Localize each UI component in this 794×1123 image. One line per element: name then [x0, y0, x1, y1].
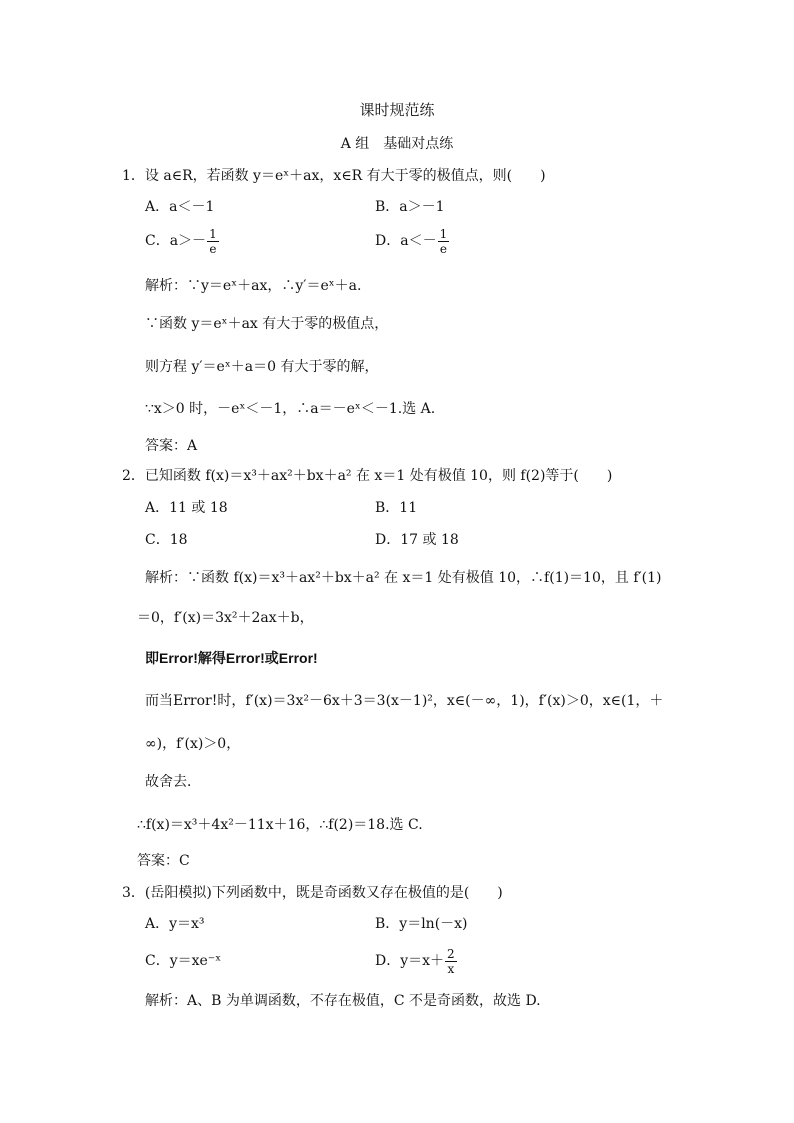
section-subtitle: A 组 基础对点练	[340, 136, 454, 152]
fraction-numerator: 2	[447, 946, 455, 961]
question-3-solution-line-1: 解析：A、B 为单调函数，不存在极值，C 不是奇函数，故选 D.	[145, 993, 541, 1009]
question-1-solution-line-2: ∵函数 y＝eˣ＋ax 有大于零的极值点，	[145, 316, 389, 332]
question-2-option-c: C．18	[145, 532, 188, 548]
question-1-option-c-text: C．a＞－	[145, 233, 207, 249]
question-3-option-d-fraction	[445, 947, 457, 976]
question-1-option-d	[375, 224, 450, 258]
question-1-option-c-fraction	[207, 227, 219, 256]
question-2-solution-line-4: 而当Error!时，f′(x)＝3x²－6x＋3＝3(x－1)²，x∈(－∞，1)，f′(x)＞0，x∈(1，＋	[145, 693, 664, 709]
fraction-numerator: 1	[209, 226, 217, 241]
question-3-option-d-text: D．y＝x＋	[375, 953, 445, 969]
question-2-answer: 答案：C	[137, 853, 190, 869]
question-1-option-d-fraction	[438, 227, 450, 256]
question-2-solution-line-7: ∴f(x)＝x³＋4x²－11x＋16，∴f(2)＝18.选 C.	[137, 817, 423, 833]
question-2-option-d: D．17 或 18	[375, 532, 459, 548]
fraction-denominator: x	[447, 961, 455, 976]
question-2-option-a: A．11 或 18	[145, 500, 228, 516]
question-2-solution-line-5: ∞)，f′(x)＞0，	[145, 736, 241, 752]
question-2-solution-line-6: 故舍去．	[145, 774, 201, 790]
page-title: 课时规范练	[359, 101, 435, 119]
question-1-solution-line-3: 则方程 y′＝eˣ＋a＝0 有大于零的解，	[145, 359, 379, 375]
question-2-option-b: B．11	[375, 500, 418, 516]
question-1-option-b: B．a＞－1	[375, 199, 445, 215]
question-2-solution-line-2: ＝0，f′(x)＝3x²＋2ax＋b，	[137, 610, 314, 626]
question-3-stem: 3．(岳阳模拟)下列函数中，既是奇函数又存在极值的是( )	[122, 885, 503, 901]
question-1-option-d-text: D．a＜－	[375, 233, 437, 249]
question-2-solution-line-3: 即Error!解得Error!或Error!	[145, 650, 318, 666]
question-1-solution-line-4: ∵x＞0 时，－eˣ＜－1，∴a＝－eˣ＜－1.选 A.	[145, 401, 436, 417]
question-1-answer: 答案：A	[145, 438, 198, 454]
question-3-option-a: A．y＝x³	[145, 916, 205, 932]
question-3-option-b: B．y＝ln(－x)	[375, 916, 468, 932]
fraction-denominator: e	[209, 241, 217, 256]
question-1-solution-line-1: 解析：∵y＝eˣ＋ax，∴y′＝eˣ＋a.	[145, 278, 362, 294]
question-2-solution-line-1: 解析：∵函数 f(x)＝x³＋ax²＋bx＋a² 在 x＝1 处有极值 10，∴f(1)＝10，且 f′(1)	[145, 570, 662, 586]
question-3-option-c: C．y＝xe⁻ˣ	[145, 953, 222, 969]
question-1-stem: 1．设 a∈R，若函数 y＝eˣ＋ax，x∈R 有大于零的极值点，则( )	[122, 168, 546, 184]
question-1-option-a: A．a＜－1	[145, 199, 215, 215]
fraction-numerator: 1	[439, 226, 448, 241]
fraction-denominator: e	[439, 241, 447, 256]
question-1-option-c	[145, 224, 220, 258]
question-2-stem: 2．已知函数 f(x)＝x³＋ax²＋bx＋a² 在 x＝1 处有极值 10，则 f(2)等于( )	[122, 468, 613, 484]
question-3-option-d	[375, 944, 458, 978]
